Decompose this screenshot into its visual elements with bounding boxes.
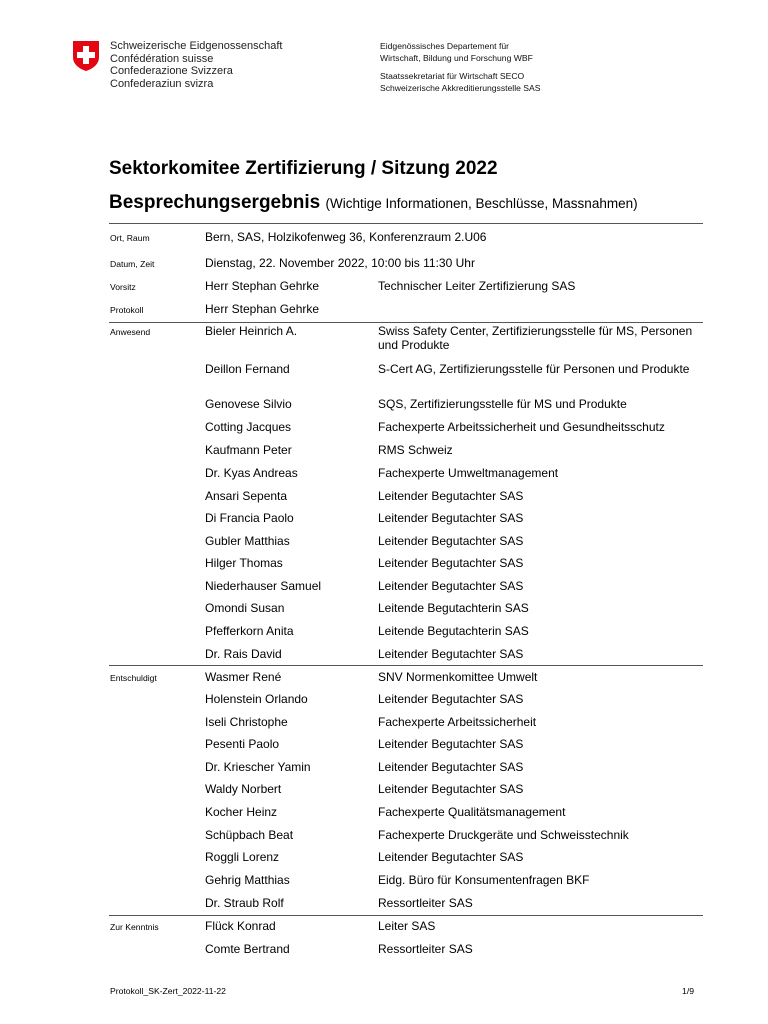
person-name: Hilger Thomas [205, 556, 283, 570]
person-name: Omondi Susan [205, 601, 285, 615]
person-role: Leitender Begutachter SAS [378, 737, 524, 751]
section-divider [109, 665, 703, 666]
person-role: S-Cert AG, Zertifizierungsstelle für Personen und Produkte [378, 362, 690, 376]
person-role: Ressortleiter SAS [378, 942, 473, 956]
person-name: Pfefferkorn Anita [205, 624, 294, 638]
conf-line: Confederaziun svizra [110, 77, 214, 90]
confederation-names [110, 40, 282, 90]
row-label: Entschuldigt [110, 673, 157, 683]
person-name: Iseli Christophe [205, 715, 288, 729]
person-role: Leitender Begutachter SAS [378, 489, 524, 503]
swiss-cross-logo [72, 40, 100, 72]
person-name: Holenstein Orlando [205, 692, 308, 706]
row-label: Ort, Raum [110, 233, 150, 243]
section-divider [109, 322, 703, 323]
subtitle-sub: (Wichtige Informationen, Beschlüsse, Massnahmen) [325, 196, 638, 211]
person-name: Dr. Straub Rolf [205, 896, 284, 910]
person-role: Fachexperte Arbeitssicherheit und Gesundheitsschutz [378, 420, 665, 434]
person-name: Bern, SAS, Holzikofenweg 36, Konferenzraum 2.U06 [205, 230, 487, 244]
dept-line: Wirtschaft, Bildung und Forschung WBF [380, 53, 533, 63]
row-label: Anwesend [110, 327, 151, 337]
department-block [380, 40, 541, 94]
page-subtitle [109, 192, 638, 214]
person-role: SQS, Zertifizierungsstelle für MS und Produkte [378, 397, 627, 411]
person-role: Leitender Begutachter SAS [378, 511, 524, 525]
person-role: SNV Normenkomittee Umwelt [378, 670, 538, 684]
person-role: Leitende Begutachterin SAS [378, 601, 529, 615]
subtitle-main: Besprechungsergebnis [109, 192, 321, 213]
person-role: Leitender Begutachter SAS [378, 850, 524, 864]
person-role: Ressortleiter SAS [378, 896, 473, 910]
person-name: Bieler Heinrich A. [205, 324, 298, 338]
person-role: Leitender Begutachter SAS [378, 556, 524, 570]
person-role: Leitender Begutachter SAS [378, 534, 524, 548]
person-name: Deillon Fernand [205, 362, 290, 376]
person-role: Leiter SAS [378, 919, 436, 933]
row-label: Protokoll [110, 305, 144, 315]
person-name: Niederhauser Samuel [205, 579, 322, 593]
conf-line: Schweizerische Eidgenossenschaft [110, 40, 283, 52]
header-divider [109, 223, 703, 224]
person-name: Kaufmann Peter [205, 443, 292, 457]
person-role: Leitender Begutachter SAS [378, 760, 524, 774]
person-name: Dr. Rais David [205, 647, 282, 661]
person-name: Comte Bertrand [205, 942, 290, 956]
office-line: Schweizerische Akkreditierungsstelle SAS [380, 83, 541, 93]
person-name: Gehrig Matthias [205, 873, 290, 887]
person-role: Fachexperte Qualitätsmanagement [378, 805, 566, 819]
section-divider [109, 915, 703, 916]
person-name: Schüpbach Beat [205, 828, 294, 842]
person-role: Swiss Safety Center, Zertifizierungsstelle für MS, Personen und Produkte [378, 324, 693, 353]
person-name: Herr Stephan Gehrke [205, 302, 320, 316]
office-line: Staatssekretariat für Wirtschaft SECO [380, 71, 525, 81]
dept-line: Eidgenössisches Departement für [380, 41, 509, 51]
person-role: Fachexperte Arbeitssicherheit [378, 715, 537, 729]
person-role: Leitender Begutachter SAS [378, 579, 524, 593]
person-name: Dr. Kyas Andreas [205, 466, 298, 480]
person-name: Di Francia Paolo [205, 511, 294, 525]
person-name: Ansari Sepenta [205, 489, 288, 503]
person-role: Eidg. Büro für Konsumentenfragen BKF [378, 873, 590, 887]
person-name: Flück Konrad [205, 919, 276, 933]
conf-line: Confédération suisse [110, 52, 214, 65]
person-name: Pesenti Paolo [205, 737, 280, 751]
person-name: Waldy Norbert [205, 782, 282, 796]
page-title: Sektorkomitee Zertifizierung / Sitzung 2022 [109, 158, 498, 179]
person-name: Dr. Kriescher Yamin [205, 760, 311, 774]
footer-filename: Protokoll_SK-Zert_2022-11-22 [110, 986, 226, 996]
person-name: Herr Stephan Gehrke [205, 279, 320, 293]
row-label: Datum, Zeit [110, 259, 155, 269]
conf-line: Confederazione Svizzera [110, 65, 233, 78]
person-role: Fachexperte Druckgeräte und Schweisstechnik [378, 828, 629, 842]
person-role: Technischer Leiter Zertifizierung SAS [378, 279, 576, 293]
page-number: 1/9 [682, 986, 694, 996]
person-name: Cotting Jacques [205, 420, 292, 434]
person-name: Gubler Matthias [205, 534, 290, 548]
row-label: Zur Kenntnis [110, 922, 159, 932]
person-role: Leitender Begutachter SAS [378, 782, 524, 796]
person-name: Kocher Heinz [205, 805, 278, 819]
person-name: Dienstag, 22. November 2022, 10:00 bis 11:30 Uhr [205, 256, 475, 270]
person-name: Wasmer René [205, 670, 282, 684]
person-role: Leitender Begutachter SAS [378, 647, 524, 661]
row-label: Vorsitz [110, 282, 136, 292]
person-name: Genovese Silvio [205, 397, 292, 411]
person-role: Fachexperte Umweltmanagement [378, 466, 559, 480]
person-role: Leitender Begutachter SAS [378, 692, 524, 706]
person-role: Leitende Begutachterin SAS [378, 624, 529, 638]
person-name: Roggli Lorenz [205, 850, 280, 864]
person-role: RMS Schweiz [378, 443, 453, 457]
